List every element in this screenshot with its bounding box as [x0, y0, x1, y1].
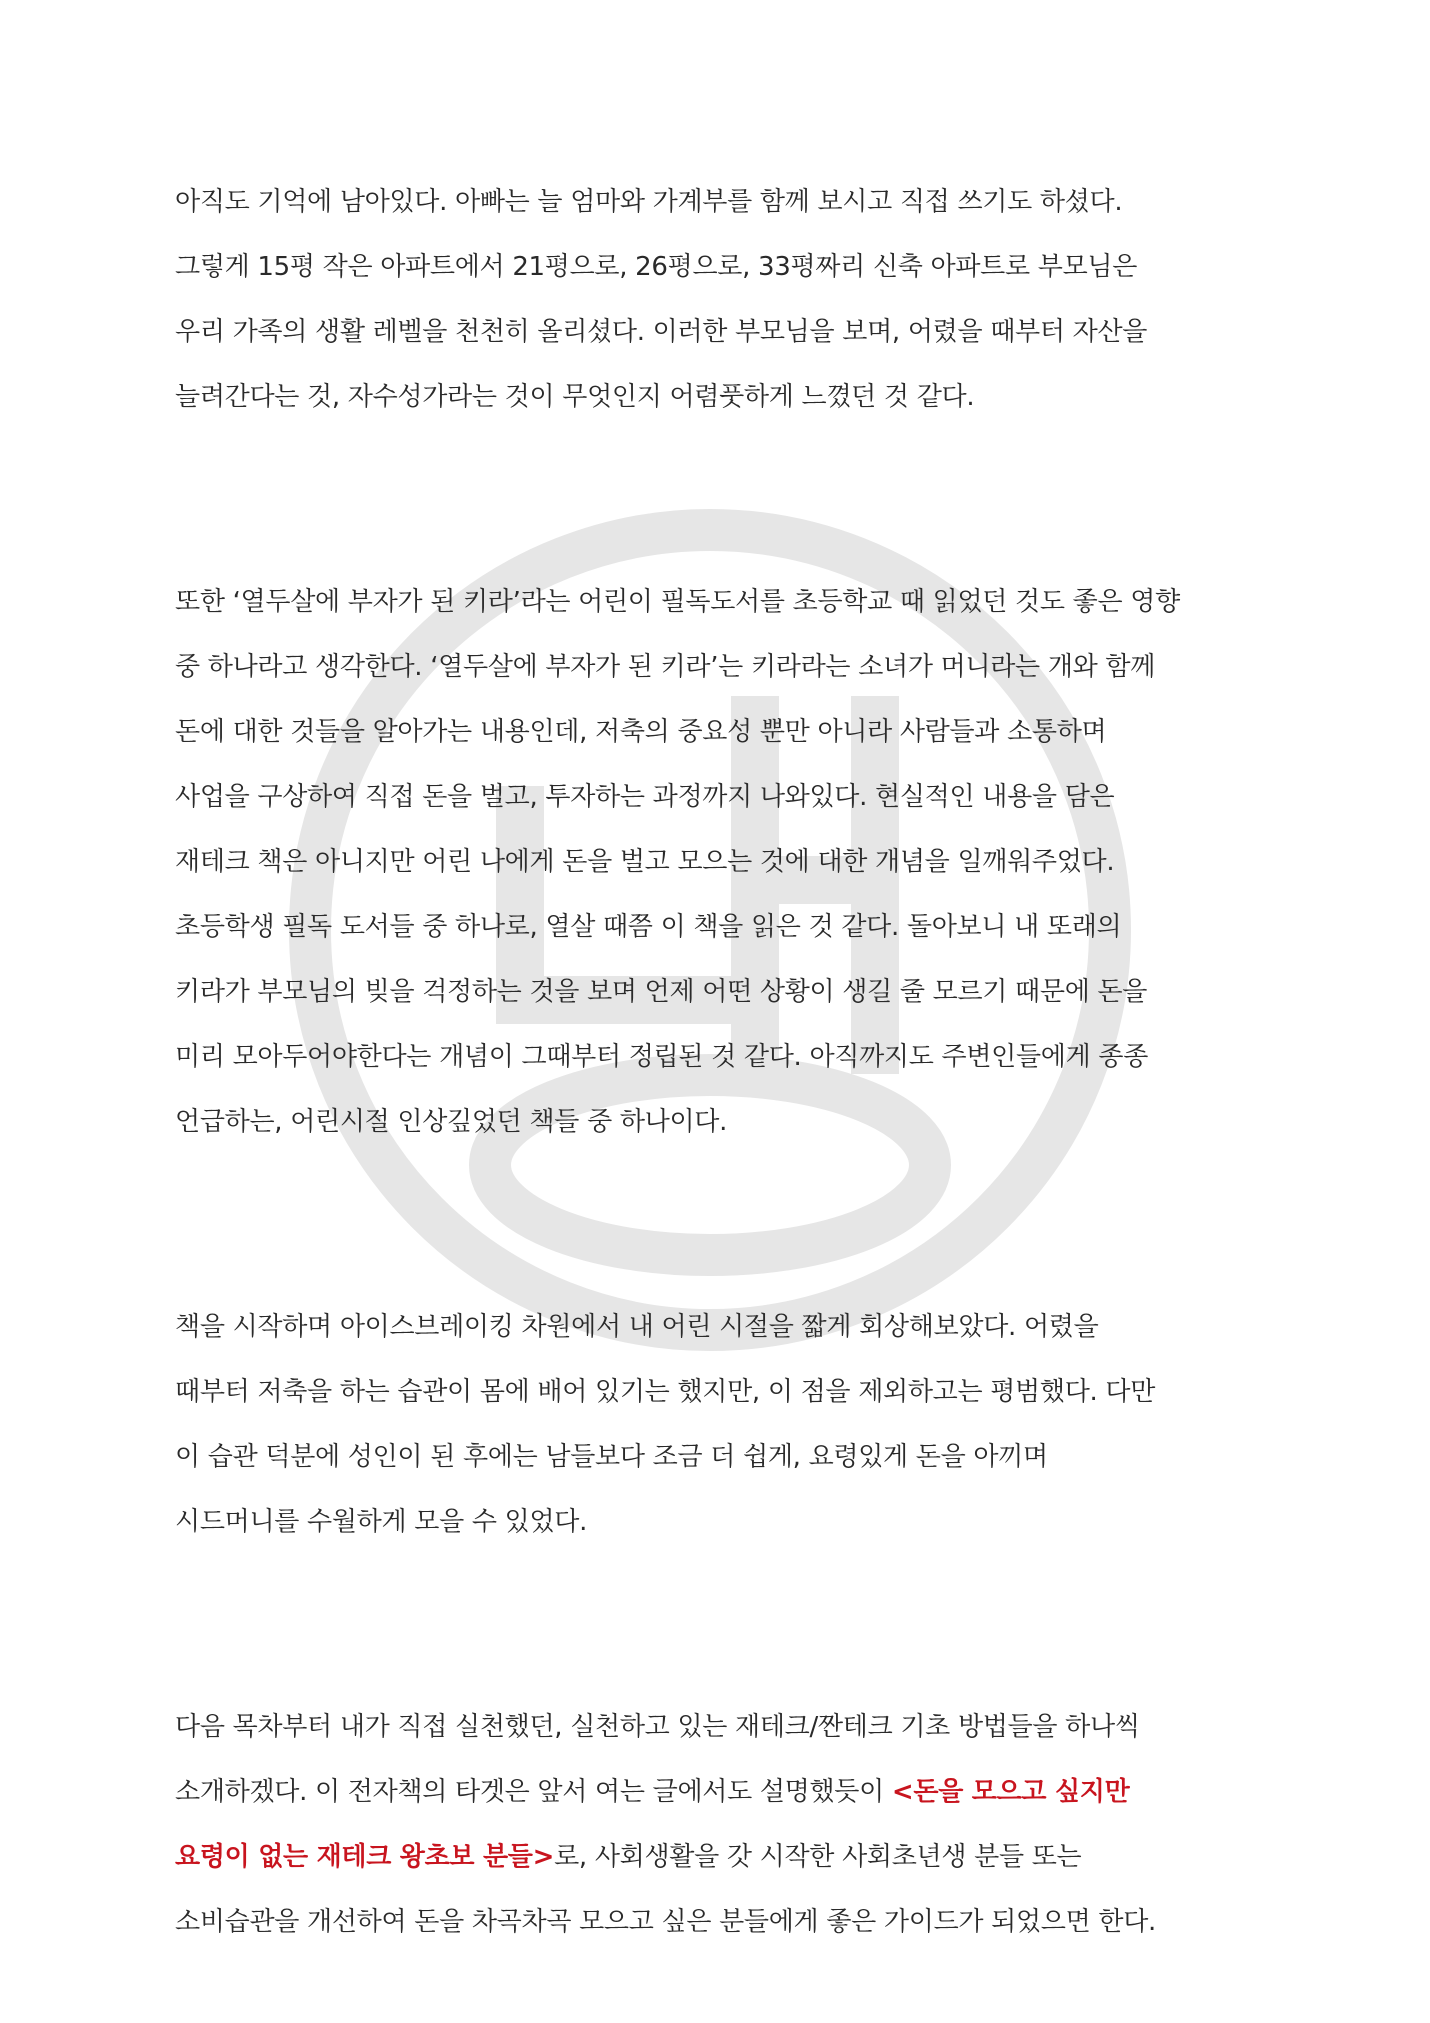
text-line: 시드머니를 수월하게 모을 수 있었다.: [175, 1507, 588, 1537]
paragraph-1: [175, 170, 1295, 430]
text-line: 돈에 대한 것들을 알아가는 내용인데, 저축의 중요성 뿐만 아니라 사람들과 소통하며: [175, 717, 1107, 747]
text-line: 아직도 기억에 남아있다. 아빠는 늘 엄마와 가계부를 함께 보시고 직접 쓰기도 하셨다.: [175, 187, 1123, 217]
text-segment: 로, 사회생활을 갓 시작한 사회초년생 분들 또는: [554, 1842, 1082, 1872]
text-line: 중 하나라고 생각한다. ‘열두살에 부자가 된 키라’는 키라라는 소녀가 머니라는 개와 함께: [175, 652, 1156, 682]
text-segment: 소개하겠다. 이 전자책의 타겟은 앞서 여는 글에서도 설명했듯이: [175, 1777, 892, 1807]
text-line: 또한 ‘열두살에 부자가 된 키라’라는 어린이 필독도서를 초등학교 때 읽었던 것도 좋은 영향: [175, 587, 1180, 617]
text-line: 언급하는, 어린시절 인상깊었던 책들 중 하나이다.: [175, 1107, 728, 1137]
text-line: 책을 시작하며 아이스브레이킹 차원에서 내 어린 시절을 짧게 회상해보았다. 어렸을: [175, 1312, 1099, 1342]
paragraph-4: [175, 1695, 1295, 1955]
highlighted-target-audience: <돈을 모으고 싶지만: [891, 1777, 1130, 1807]
text-line: 키라가 부모님의 빚을 걱정하는 것을 보며 언제 어떤 상황이 생길 줄 모르기 때문에 돈을: [175, 977, 1148, 1007]
highlighted-target-audience: 요령이 없는 재테크 왕초보 분들>: [175, 1842, 555, 1872]
text-line: [175, 1760, 1295, 1825]
paragraph-3: [175, 1295, 1295, 1555]
text-line: 초등학생 필독 도서들 중 하나로, 열살 때쯤 이 책을 읽은 것 같다. 돌아보니 내 또래의: [175, 912, 1122, 942]
text-line: 이 습관 덕분에 성인이 된 후에는 남들보다 조금 더 쉽게, 요령있게 돈을 아끼며: [175, 1442, 1048, 1472]
text-line: 다음 목차부터 내가 직접 실천했던, 실천하고 있는 재테크/짠테크 기초 방법들을 하나씩: [175, 1712, 1140, 1742]
text-line: 사업을 구상하여 직접 돈을 벌고, 투자하는 과정까지 나와있다. 현실적인 내용을 담은: [175, 782, 1115, 812]
text-line: 우리 가족의 생활 레벨을 천천히 올리셨다. 이러한 부모님을 보며, 어렸을 때부터 자산을: [175, 317, 1148, 347]
text-line: [175, 1825, 1295, 1890]
text-line: 소비습관을 개선하여 돈을 차곡차곡 모으고 싶은 분들에게 좋은 가이드가 되었으면 한다.: [175, 1907, 1156, 1937]
text-line: 미리 모아두어야한다는 개념이 그때부터 정립된 것 같다. 아직까지도 주변인들에게 종종: [175, 1042, 1149, 1072]
text-line: 그렇게 15평 작은 아파트에서 21평으로, 26평으로, 33평짜리 신축 아파트로 부모님은: [175, 252, 1138, 282]
text-line: 때부터 저축을 하는 습관이 몸에 배어 있기는 했지만, 이 점을 제외하고는 평범했다. 다만: [175, 1377, 1156, 1407]
document-body: [175, 170, 1295, 1955]
paragraph-2: [175, 570, 1295, 1155]
text-line: 늘려간다는 것, 자수성가라는 것이 무엇인지 어렴풋하게 느꼈던 것 같다.: [175, 382, 975, 412]
text-line: 재테크 책은 아니지만 어린 나에게 돈을 벌고 모으는 것에 대한 개념을 일깨워주었다.: [175, 847, 1115, 877]
